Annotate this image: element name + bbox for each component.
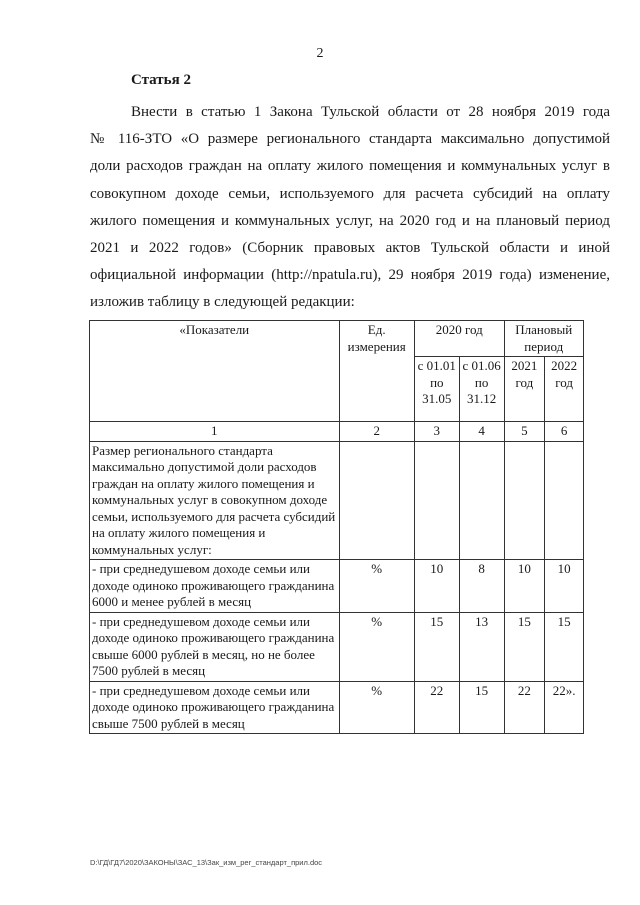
article-body: [90, 99, 610, 317]
header-planned-period: Плановый период: [504, 321, 583, 357]
row-unit: %: [339, 612, 414, 681]
header-2021: 2021 год: [504, 357, 545, 422]
row-value: 22».: [545, 681, 584, 734]
body-line: 2021 и 2022 годов» (Сборник правовых актов Тульской области и иной: [90, 240, 610, 257]
column-number: 4: [459, 422, 504, 442]
body-line: официальной информации (http://npatula.ru), 29 ноября 2019 года) изменение,: [90, 267, 610, 284]
row-value: 15: [459, 681, 504, 734]
row-value: 10: [414, 560, 459, 613]
table-row: [90, 560, 584, 613]
body-line: № 116-ЗТО «О размере регионального стандарта максимально допустимой: [90, 131, 610, 148]
header-year-2020: 2020 год: [414, 321, 504, 357]
article-title: Статья 2: [131, 72, 191, 88]
row-label: - при среднедушевом доходе семьи или доходе одиноко проживающего гражданина свыше 6000 рублей в месяц, но не более 7500 рублей в месяц: [90, 612, 340, 681]
header-2022: 2022 год: [545, 357, 584, 422]
body-line: изложив таблицу в следующей редакции:: [90, 294, 355, 311]
standards-table: [89, 320, 584, 734]
row-value: 22: [504, 681, 545, 734]
row-value: 10: [545, 560, 584, 613]
header-unit: Ед. измерения: [339, 321, 414, 422]
header-indicators: «Показатели: [90, 321, 340, 422]
row-value: 15: [414, 612, 459, 681]
row-value: 15: [504, 612, 545, 681]
body-line: жилого помещения и коммунальных услуг, на 2020 год и на плановый период: [90, 212, 610, 229]
column-number: 2: [339, 422, 414, 442]
row-label: - при среднедушевом доходе семьи или доходе одиноко проживающего гражданина свыше 7500 рублей в месяц: [90, 681, 340, 734]
column-number: 3: [414, 422, 459, 442]
row-value: 15: [545, 612, 584, 681]
body-line: совокупном доходе семьи, используемого для расчета субсидий на оплату: [90, 185, 610, 202]
body-line: доли расходов граждан на оплату жилого помещения и коммунальных услуг в: [90, 158, 610, 175]
intro-row-label: Размер регионального стандарта максимально допустимой доли расходов граждан на оплату жилого помещения и коммунальных услуг в совокупном доходе семьи, используемого для расчета субсидий на оплату жилого помещения и коммунальных услуг:: [90, 441, 340, 560]
row-unit: %: [339, 681, 414, 734]
row-value: 13: [459, 612, 504, 681]
row-label: - при среднедушевом доходе семьи или доходе одиноко проживающего гражданина 6000 и менее рублей в месяц: [90, 560, 340, 613]
row-value: 22: [414, 681, 459, 734]
column-number: 1: [90, 422, 340, 442]
row-unit: %: [339, 560, 414, 613]
table-header-row: [90, 321, 584, 357]
page-number: 2: [316, 46, 324, 61]
row-value: 8: [459, 560, 504, 613]
column-number: 5: [504, 422, 545, 442]
table-numbering-row: [90, 422, 584, 442]
column-number: 6: [545, 422, 584, 442]
document-file-path: D:\ГД\ГД7\2020\ЗАКОНЫ\ЗАС_13\Зак_изм_рег_стандарт_прил.doc: [90, 858, 323, 867]
table-row: [90, 441, 584, 560]
body-line: Внести в статью 1 Закона Тульской области от 28 ноября 2019 года: [131, 104, 610, 120]
header-period-2: с 01.06 по 31.12: [459, 357, 504, 422]
header-period-1: с 01.01 по 31.05: [414, 357, 459, 422]
table-row: [90, 681, 584, 734]
table-row: [90, 612, 584, 681]
row-value: 10: [504, 560, 545, 613]
